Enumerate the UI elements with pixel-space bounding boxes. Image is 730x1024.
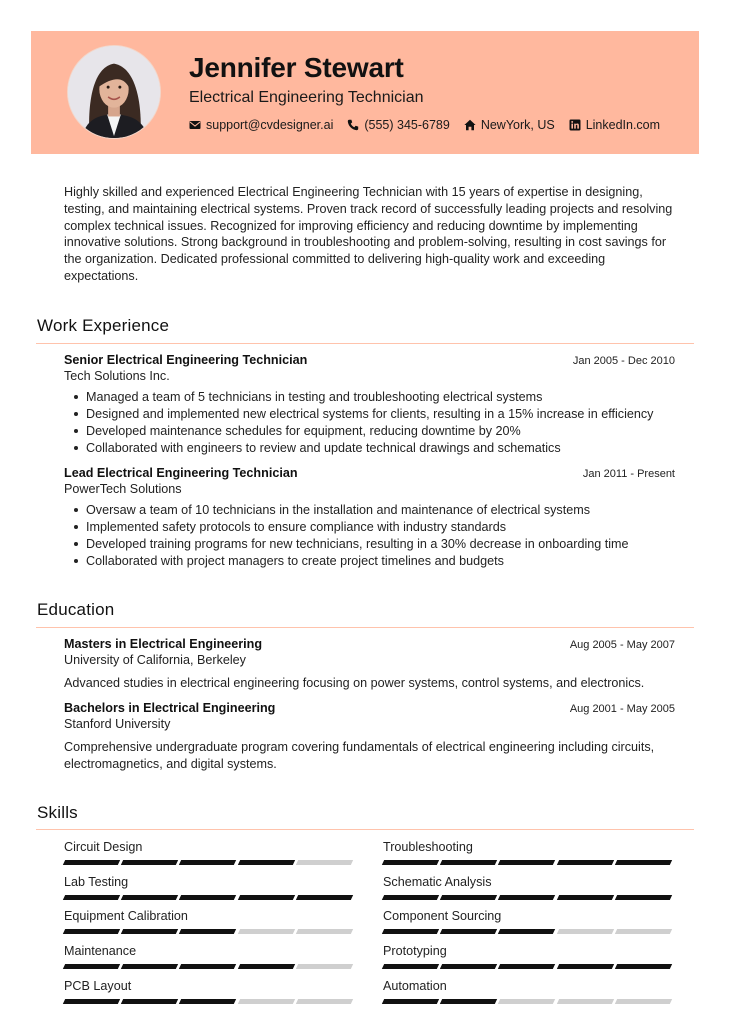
skill-level-segment-empty (296, 860, 354, 865)
candidate-name: Jennifer Stewart (189, 52, 404, 83)
skill-level-segment-filled (440, 999, 498, 1004)
skill-level-segment-empty (296, 999, 354, 1004)
profile-photo (67, 45, 161, 139)
skill-level-segment-filled (440, 860, 498, 865)
skill-item (64, 875, 355, 900)
skill-name: Schematic Analysis (383, 874, 492, 889)
resume-header (31, 31, 699, 154)
skill-level-segment-filled (237, 860, 295, 865)
skill-level-bar (64, 999, 355, 1004)
contact-location-text: NewYork, US (480, 118, 555, 132)
school-name: University of California, Berkeley (64, 653, 246, 667)
skill-level-segment-filled (556, 895, 614, 900)
education-description: Advanced studies in electrical engineering focusing on power systems, control systems, and electronics. (64, 676, 645, 690)
skill-level-segment-filled (440, 964, 498, 969)
job-company: Tech Solutions Inc. (64, 369, 170, 383)
skill-item (64, 944, 355, 969)
skill-level-segment-filled (63, 964, 121, 969)
skill-item (383, 875, 674, 900)
achievement-item: Developed training programs for new technicians, resulting in a 30% decrease in onboarding time (64, 536, 675, 553)
skill-level-segment-empty (615, 929, 673, 934)
skill-level-segment-filled (121, 964, 179, 969)
skill-level-segment-filled (615, 895, 673, 900)
skill-level-segment-empty (498, 999, 556, 1004)
skill-name: Prototyping (383, 944, 447, 959)
skill-level-segment-empty (615, 999, 673, 1004)
skill-level-segment-filled (615, 964, 673, 969)
skill-level-bar (383, 929, 674, 934)
education-description: Comprehensive undergraduate program covering fundamentals of electrical engineering including circuits, electromagnetics, and digital systems. (64, 740, 655, 771)
work-experience-heading: Work Experience (37, 316, 170, 335)
skill-level-segment-filled (498, 860, 556, 865)
skill-level-segment-filled (382, 929, 440, 934)
skill-name: Troubleshooting (383, 840, 473, 854)
education-dates: Aug 2001 - May 2005 (569, 703, 675, 715)
skill-level-segment-filled (615, 860, 673, 865)
skill-level-bar (383, 999, 674, 1004)
phone-icon (347, 119, 359, 131)
job-dates: Jan 2005 - Dec 2010 (572, 355, 675, 367)
skill-item (383, 909, 674, 934)
skill-name: Maintenance (64, 944, 137, 959)
skill-level-segment-filled (63, 929, 121, 934)
skill-level-segment-filled (121, 895, 179, 900)
skill-level-segment-empty (237, 999, 295, 1004)
skill-level-segment-filled (121, 860, 179, 865)
achievement-item: Managed a team of 5 technicians in testing and troubleshooting electrical systems (64, 389, 675, 406)
education-dates: Aug 2005 - May 2007 (569, 639, 675, 651)
skill-level-segment-filled (556, 860, 614, 865)
skill-level-bar (383, 964, 674, 969)
contact-linkedin-text: LinkedIn.com (585, 118, 661, 132)
skills-heading: Skills (37, 803, 78, 822)
skill-level-segment-filled (498, 895, 556, 900)
skill-item (383, 979, 674, 1004)
job-entry (64, 353, 675, 457)
job-title: Lead Electrical Engineering Technician (64, 466, 298, 480)
job-achievements (64, 389, 675, 457)
section-divider (36, 829, 694, 830)
contact-email-text: support@cvdesigner.ai (206, 118, 334, 132)
skill-level-segment-filled (498, 964, 556, 969)
education-entry (64, 701, 675, 773)
skill-name: PCB Layout (64, 978, 132, 993)
profile-photo-image (68, 46, 160, 138)
skill-level-segment-filled (179, 860, 237, 865)
job-dates: Jan 2011 - Present (582, 468, 675, 480)
skill-name: Lab Testing (64, 874, 129, 889)
skill-level-segment-empty (296, 964, 354, 969)
skill-level-segment-filled (556, 964, 614, 969)
skill-name: Component Sourcing (383, 909, 502, 924)
achievement-item: Collaborated with engineers to review and update technical drawings and schematics (64, 440, 675, 457)
linkedin-icon (569, 119, 581, 131)
skill-level-segment-filled (237, 895, 295, 900)
skill-item (64, 909, 355, 934)
skill-level-segment-empty (296, 929, 354, 934)
skill-name: Automation (383, 978, 447, 993)
skill-level-segment-empty (237, 929, 295, 934)
skill-level-segment-filled (63, 999, 121, 1004)
contact-phone[interactable] (347, 118, 449, 132)
skill-level-bar (383, 895, 674, 900)
job-achievements (64, 502, 675, 570)
envelope-icon (189, 119, 201, 131)
job-entry (64, 466, 675, 570)
skill-level-segment-filled (179, 964, 237, 969)
section-divider (36, 627, 694, 628)
contact-location (464, 118, 555, 132)
school-name: Stanford University (64, 717, 171, 731)
skill-level-segment-filled (382, 895, 440, 900)
skill-level-bar (64, 895, 355, 900)
skill-level-segment-filled (296, 895, 354, 900)
skill-level-segment-filled (440, 895, 498, 900)
skill-level-segment-filled (382, 999, 440, 1004)
skill-level-segment-empty (556, 999, 614, 1004)
skill-item (64, 979, 355, 1004)
achievement-item: Oversaw a team of 10 technicians in the installation and maintenance of electrical systems (64, 502, 675, 519)
skill-level-segment-filled (237, 964, 295, 969)
skill-name: Equipment Calibration (64, 909, 188, 924)
skill-level-segment-filled (179, 895, 237, 900)
candidate-title: Electrical Engineering Technician (189, 89, 424, 106)
skill-level-segment-filled (440, 929, 498, 934)
skill-level-bar (383, 860, 674, 865)
achievement-item: Collaborated with project managers to create project timelines and budgets (64, 553, 675, 570)
skill-item (64, 840, 355, 865)
education-heading: Education (37, 600, 115, 619)
skill-level-bar (64, 964, 355, 969)
skill-level-segment-filled (179, 929, 237, 934)
skill-item (383, 944, 674, 969)
contact-linkedin[interactable] (569, 118, 660, 132)
skill-name: Circuit Design (64, 840, 143, 854)
skill-level-segment-filled (63, 860, 121, 865)
skill-level-segment-filled (382, 860, 440, 865)
contact-list (189, 117, 674, 133)
section-divider (36, 343, 694, 344)
skill-level-bar (64, 929, 355, 934)
achievement-item: Implemented safety protocols to ensure compliance with industry standards (64, 519, 675, 536)
skill-level-segment-filled (382, 964, 440, 969)
contact-email[interactable] (189, 118, 333, 132)
job-company: PowerTech Solutions (64, 482, 182, 496)
skill-item (383, 840, 674, 865)
degree-title: Masters in Electrical Engineering (64, 637, 263, 651)
achievement-item: Developed maintenance schedules for equipment, reducing downtime by 20% (64, 423, 675, 440)
skill-level-segment-filled (498, 929, 556, 934)
profile-summary: Highly skilled and experienced Electrical Engineering Technician with 15 years of expertise in designing, testing, and maintaining electrical systems. Proven track record of successfully leading projects and resolving complex technical issues. Recognized for improving efficiency and reducing downtime by implementing innovative solutions. Strong background in troubleshooting and problem-solving, resulting in cost savings for the organization. Dedicated professional committed to delivering high-quality work and exceeding expectations. (64, 185, 673, 283)
home-icon (464, 119, 476, 131)
skill-level-segment-filled (121, 929, 179, 934)
skill-level-segment-filled (63, 895, 121, 900)
job-title: Senior Electrical Engineering Technician (64, 353, 308, 367)
education-entry (64, 637, 675, 692)
contact-phone-text: (555) 345-6789 (364, 118, 450, 132)
degree-title: Bachelors in Electrical Engineering (64, 701, 276, 715)
skill-level-bar (64, 860, 355, 865)
skill-level-segment-empty (556, 929, 614, 934)
skill-level-segment-filled (179, 999, 237, 1004)
achievement-item: Designed and implemented new electrical systems for clients, resulting in a 15% increase in efficiency (64, 406, 675, 423)
skill-level-segment-filled (121, 999, 179, 1004)
